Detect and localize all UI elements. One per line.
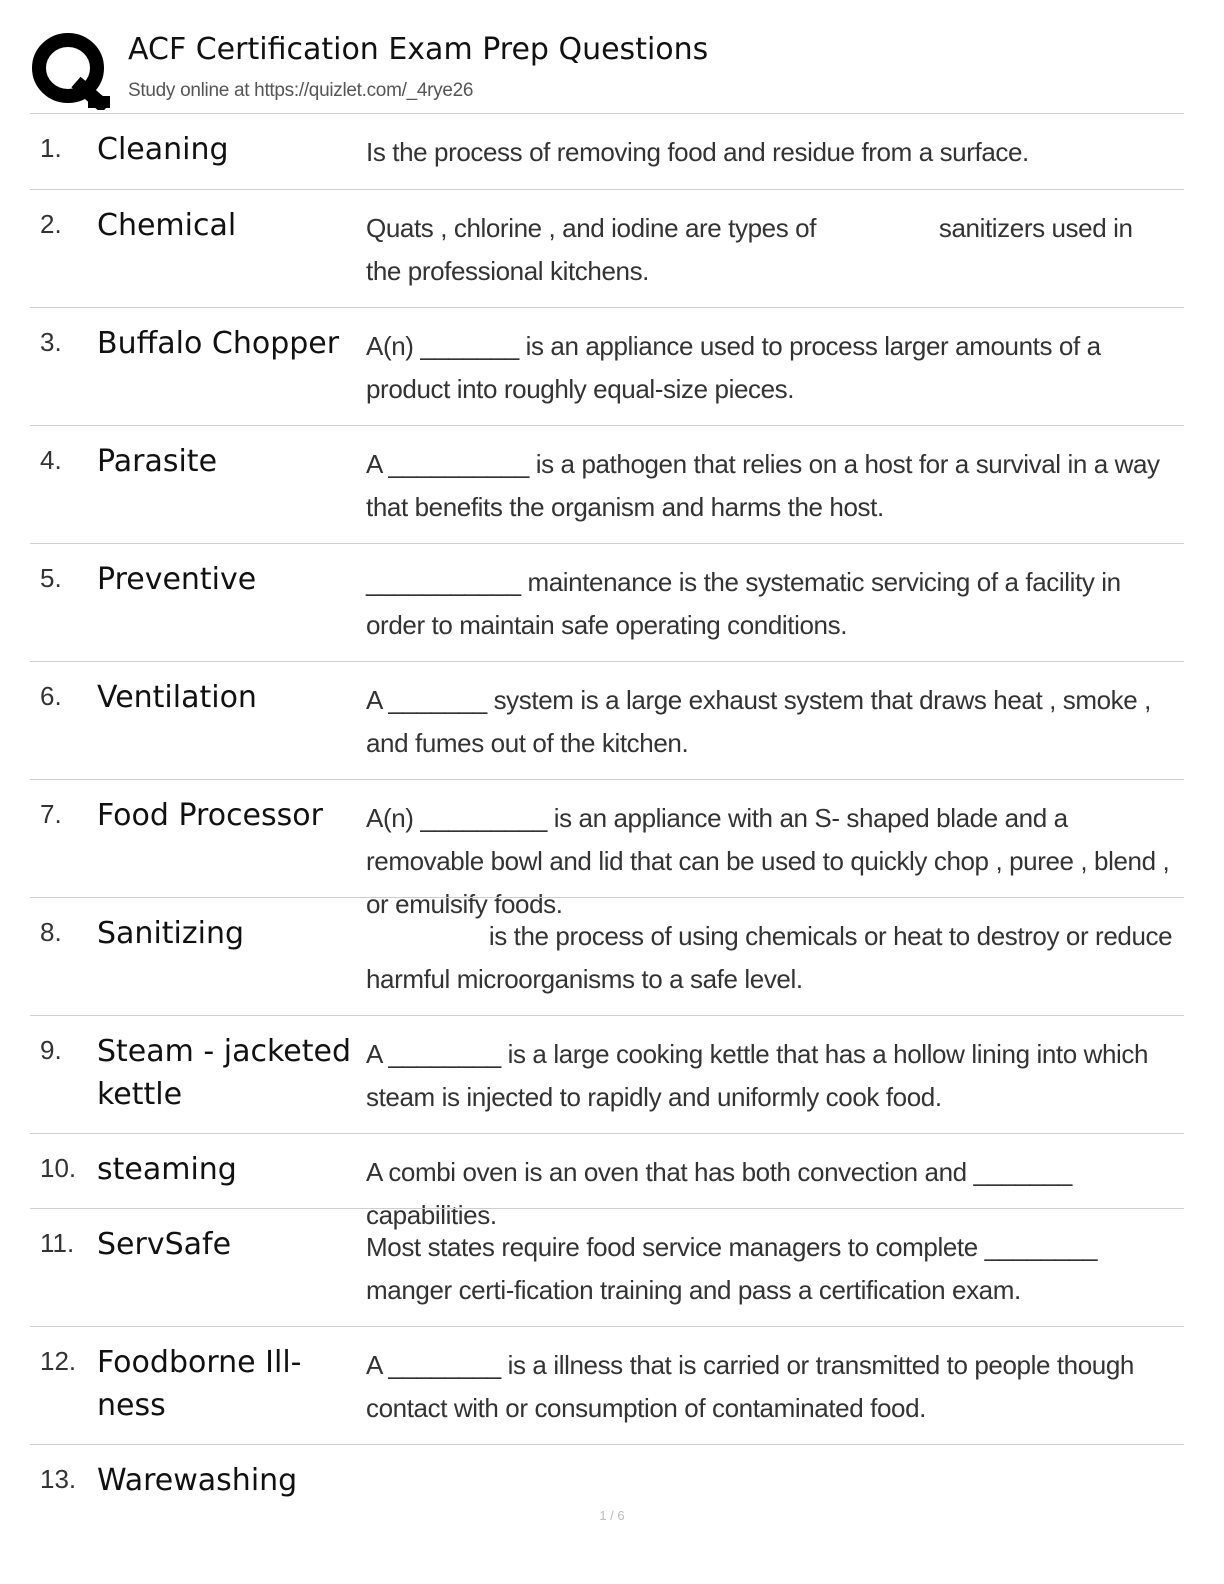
card-term: Chemical: [97, 208, 237, 243]
flashcard-list: [30, 113, 1184, 1514]
card-number: 1.: [40, 133, 62, 163]
card-term: Food Processor: [97, 798, 323, 833]
card-definition: A(n) _________ is an appliance with an S- shaped blade and a removable bowl and lid that can be used to quickly chop , puree , blend , or emulsify foods.: [366, 803, 1170, 919]
card-number: 4.: [40, 445, 62, 475]
card-row: [30, 425, 1184, 543]
card-row: [30, 1133, 1184, 1230]
study-link-text[interactable]: Study online at https://quizlet.com/_4rye26: [128, 80, 474, 101]
card-definition: A ________ is a illness that is carried or transmitted to people though contact with or consumption of contaminated food.: [366, 1350, 1134, 1423]
card-definition: ___________ maintenance is the systematic servicing of a facility in order to maintain safe operating conditions.: [366, 567, 1121, 640]
card-definition: A __________ is a pathogen that relies on a host for a survival in a way that benefits the organism and harms the host.: [366, 449, 1160, 522]
card-definition: Is the process of removing food and residue from a surface.: [366, 137, 1029, 167]
card-term: Buffalo Chopper: [97, 326, 340, 361]
card-row: [30, 1015, 1184, 1133]
card-number: 7.: [40, 799, 62, 829]
card-term: Ventilation: [97, 680, 257, 715]
card-number: 6.: [40, 681, 62, 711]
card-row: [30, 1208, 1184, 1326]
card-definition: Most states require food service managers to complete ________ manger certi-fication training and pass a certification exam.: [366, 1232, 1098, 1305]
card-term: ServSafe: [97, 1227, 232, 1262]
card-number: 13.: [40, 1464, 77, 1494]
card-number: 5.: [40, 563, 62, 593]
card-row: [30, 113, 1184, 189]
card-row: [30, 307, 1184, 425]
card-row: [30, 1444, 1184, 1514]
card-term: Sanitizing: [97, 916, 245, 951]
card-definition: A combi oven is an oven that has both convection and _______ capabilities.: [366, 1157, 1072, 1230]
card-definition: is the process of using chemicals or heat to destroy or reduce harmful microorganisms to a safe level.: [366, 921, 1179, 994]
card-term: Preventive: [97, 562, 257, 597]
card-definition: A _______ system is a large exhaust system that draws heat , smoke , and fumes out of the kitchen.: [366, 685, 1151, 758]
card-term: Parasite: [97, 444, 218, 479]
card-term: Warewashing: [97, 1463, 298, 1498]
card-row: [30, 543, 1184, 661]
card-number: 10.: [40, 1153, 77, 1183]
card-number: 12.: [40, 1346, 77, 1376]
card-row: [30, 189, 1184, 307]
card-number: 2.: [40, 209, 62, 239]
card-number: 8.: [40, 917, 62, 947]
card-number: 11.: [40, 1228, 75, 1258]
card-row: [30, 897, 1184, 1015]
card-number: 9.: [40, 1035, 62, 1065]
card-term: Foodborne Ill-ness: [97, 1345, 302, 1423]
page-number: 1 / 6: [599, 1508, 625, 1523]
card-term: steaming: [97, 1152, 237, 1187]
card-term: Cleaning: [97, 132, 229, 167]
card-definition: Quats , chlorine , and iodine are types of sanitizers used in the professional kitchens.: [366, 213, 1140, 286]
page-title: ACF Certification Exam Prep Questions: [128, 32, 709, 67]
card-definition: A(n) _______ is an appliance used to process larger amounts of a product into roughly equal-size pieces.: [366, 331, 1101, 404]
card-row: [30, 661, 1184, 779]
card-row: [30, 779, 1184, 919]
quizlet-logo-icon: [30, 30, 110, 110]
card-term: Steam - jacketed kettle: [97, 1034, 352, 1112]
card-definition: A ________ is a large cooking kettle that has a hollow lining into which steam is injected to rapidly and uniformly cook food.: [366, 1039, 1149, 1112]
card-row: [30, 1326, 1184, 1444]
card-number: 3.: [40, 327, 62, 357]
